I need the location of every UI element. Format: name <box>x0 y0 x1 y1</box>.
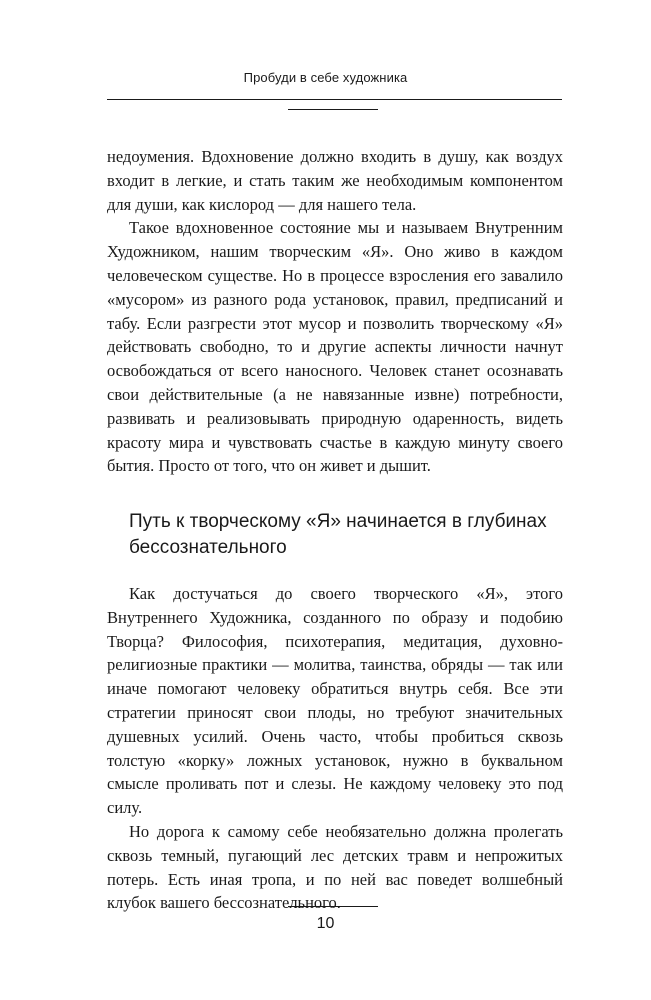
running-head-title: Пробуди в себе художника <box>243 70 408 85</box>
footer-short-rule <box>288 906 378 907</box>
header-short-rule <box>288 109 378 110</box>
paragraph-continuation: недоумения. Вдохновение должно входить в душу, как воздух входит в легкие, и стать таким же необходимым компонентом для души, как кислород — для нашего тела. <box>107 147 563 214</box>
header-rule <box>107 99 562 100</box>
section-heading: Путь к творческому «Я» начинается в глубинах бессознательного <box>129 511 547 558</box>
paragraph-inner-artist: Такое вдохновенное состояние мы и называем Внутренним Художником, нашим творческим «Я». Оно живо в каждом человеческом существе. Но в процессе взросления его завалило «мусором» из разного рода установок, правил, предписаний и табу. Если разгрести этот мусор и позволить творческому «Я» действовать свободно, то и другие аспекты личности начнут освобождаться от всего наносного. Человек станет осознавать свои действительные (а не навязанные извне) потребности, развивать и реализовывать природную одаренность, видеть красоту мира и чувствовать счастье в каждую минуту своего бытия. Просто от того, что он живет и дышит. <box>107 218 563 476</box>
body-text-block-2 <box>107 582 563 915</box>
paragraph-other-path: Но дорога к самому себе необязательно должна пролегать сквозь темный, пугающий лес детских травм и непрожитых потерь. Есть иная тропа, и по ней вас поведет волшебный клубок вашего бессознательного. <box>107 821 563 913</box>
page-number: 10 <box>316 915 335 932</box>
body-text-block-1 <box>107 145 563 478</box>
paragraph-how-to-reach: Как достучаться до своего творческого «Я», этого Внутреннего Художника, созданного по образу и подобию Творца? Философия, психотерапия, медитация, духовно-религиозные практики — молитва, таинства, обряды — так или иначе помогают человеку обратиться внутрь себя. Все эти стратегии приносят свои плоды, но требуют значительных душевных усилий. Очень часто, чтобы пробиться сквозь толстую «корку» ложных установок, нужно в буквальном смысле проливать пот и слезы. Не каждому человеку это под силу. <box>107 584 563 818</box>
